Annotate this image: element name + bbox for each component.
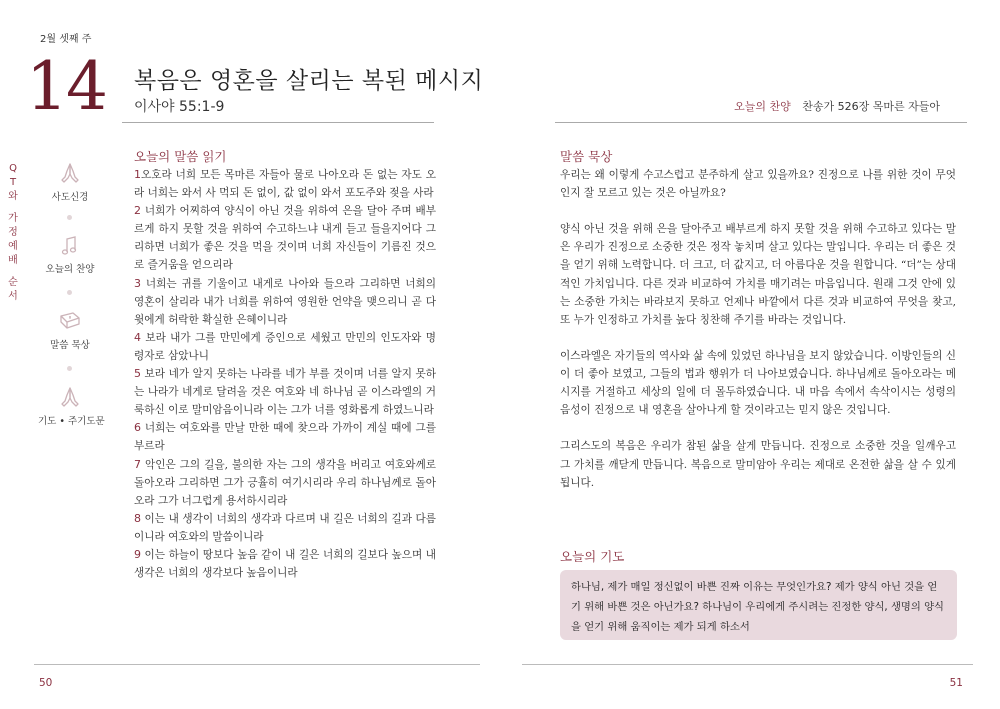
verse bbox=[134, 368, 436, 416]
prayer-text: 하나님, 제가 매일 정신없이 바쁜 진짜 이유는 무엇인가요? 제가 양식 아닌 것을 얻기 위해 바쁜 것은 아닌가요? 하나님이 우리에게 주시려는 진정한 양식, 생명의 양식을 얻기 위해 움직이는 제가 되게 하소서 bbox=[571, 581, 944, 633]
sidebar-divider-dot bbox=[67, 215, 72, 220]
footer-divider-left bbox=[34, 664, 480, 665]
meditation-paragraph: 이스라엘은 자기들의 역사와 삶 속에 있었던 하나님을 보지 않았습니다. 이방인들의 신이 더 좋아 보였고, 그들의 법과 행위가 더 나아보였습니다. 하나님께로 돌아오라는 메시지를 거절하고 세상의 일에 더 몰두하였습니다. 내 마음 속에서 속삭이시는 성령의 음성이 진정으로 내 영혼을 살아나게 할 것이라고는 믿지 않은 것입니다. bbox=[560, 349, 956, 417]
vertical-tag-char: 순 bbox=[8, 277, 18, 288]
vertical-tag-char: 예 bbox=[8, 241, 18, 252]
scripture-reference: 이사야 55:1-9 bbox=[134, 99, 225, 115]
verse-number: 9 bbox=[134, 547, 141, 561]
sidebar-divider-dot bbox=[67, 366, 72, 371]
verse bbox=[134, 332, 436, 362]
meditation-paragraph: 그리스도의 복음은 우리가 참된 삶을 살게 만듭니다. 진정으로 소중한 것을 일깨우고 그 가치를 깨닫게 만듭니다. 복음으로 말미암아 우리는 제대로 온전한 삶을 살 수 있게 됩니다. bbox=[560, 440, 956, 489]
sidebar-item-creed bbox=[38, 162, 102, 203]
meditation-body bbox=[560, 166, 956, 510]
verse-text: 너희는 여호와를 만날 만한 때에 찾으라 가까이 계실 때에 그를 부르라 bbox=[134, 422, 436, 453]
meditation-paragraph: 양식 아닌 것을 위해 은을 달아주고 배부르게 하지 못할 것을 위해 수고하고 있다는 말은 우리가 진정으로 소중한 것은 정작 놓치며 살고 있다는 말입니다. 우리는 더 좋은 것을 얻기 위해 노력합니다. 더 크고, 더 값지고, 더 아름다운 것을 원합니다. “더”는 상대적인 가치입니다. 다른 것과 비교하여 가치를 매기려는 마음입니다. 원래 그것 안에 있는 소중한 가치는 바라보지 못하고 언제나 바깥에서 다른 것과 비교하여 무엇을 찾고, 또 누가 인정하고 가치를 높다 칭찬해 주기를 바라는 것입니다. bbox=[560, 223, 956, 326]
sidebar-item-prayer bbox=[38, 386, 105, 427]
verse-number: 2 bbox=[134, 204, 141, 218]
vertical-tag-char: 와 bbox=[8, 191, 18, 202]
verse-number: 3 bbox=[134, 276, 141, 290]
bible-icon bbox=[57, 310, 83, 334]
verse bbox=[134, 422, 436, 452]
verse-text: 보라 내가 그를 만민에게 증인으로 세웠고 만민의 인도자와 명령자로 삼았나니 bbox=[134, 331, 436, 362]
verse-number: 1 bbox=[134, 168, 141, 181]
verse-text: 이는 하늘이 땅보다 높음 같이 내 길은 너희의 길보다 높으며 내 생각은 너희의 생각보다 높음이니라 bbox=[134, 548, 436, 580]
praying-hands-icon bbox=[57, 162, 83, 186]
scripture-verses bbox=[134, 166, 436, 582]
verse-text: 이는 내 생각이 너희의 생각과 다르며 내 길은 너희의 길과 다름이니라 여호와의 말씀이니라 bbox=[134, 512, 436, 543]
reading-heading: 오늘의 말씀 읽기 bbox=[134, 149, 227, 164]
praise-divider bbox=[555, 122, 967, 123]
verse-text: 너희가 어찌하여 양식이 아닌 것을 위하여 은을 달아 주며 배부르게 하지 못할 것을 위하여 수고하느냐 내게 듣고 들을지어다 그리하면 너희가 좋은 것을 먹을 것이며 너희 자신들이 기름진 것으로 즐거움을 얻으리라 bbox=[134, 205, 436, 272]
verse-number: 4 bbox=[134, 330, 141, 344]
vertical-tag-char: Q bbox=[9, 163, 17, 174]
vertical-tag-char: 가 bbox=[8, 213, 18, 224]
header-divider bbox=[122, 122, 434, 123]
footer-divider-right bbox=[522, 664, 973, 665]
verse-number: 8 bbox=[134, 511, 141, 525]
vertical-tag-char: T bbox=[9, 177, 17, 188]
verse-text: 너희는 귀를 기울이고 내게로 나아와 들으라 그리하면 너희의 영혼이 살리라 내가 너희를 위하여 영원한 언약을 맺으리니 곧 다윗에게 허락한 확실한 은혜이니라 bbox=[134, 277, 436, 326]
sidebar-item-label: 기도 • 주기도문 bbox=[38, 416, 105, 427]
verse-text: 보라 네가 알지 못하는 나라를 네가 부를 것이며 너를 알지 못하는 나라가 네게로 달려올 것은 여호와 네 하나님 곧 이스라엘의 거룩하신 이로 말미암음이니라 이는 그가 너를 영화롭게 하였느니라 bbox=[134, 368, 436, 417]
verse-number: 6 bbox=[134, 421, 141, 435]
page-number-right: 51 bbox=[949, 677, 963, 689]
vertical-tag-char: 서 bbox=[8, 291, 18, 302]
praise-song: 찬송가 526장 목마른 자들아 bbox=[802, 100, 940, 113]
page-number-left: 50 bbox=[39, 677, 53, 689]
vertical-tag bbox=[3, 162, 23, 304]
verse bbox=[134, 278, 436, 326]
verse-text: 악인은 그의 길을, 불의한 자는 그의 생각을 버리고 여호와께로 돌아오라 그리하면 그가 긍휼히 여기시리라 우리 하나님께로 돌아오라 그가 너그럽게 용서하시리라 bbox=[134, 458, 436, 507]
verse bbox=[134, 205, 436, 271]
music-note-icon bbox=[57, 234, 83, 258]
verse bbox=[134, 459, 436, 507]
verse bbox=[134, 549, 436, 579]
verse bbox=[134, 513, 436, 543]
verse-text: 오호라 너희 모든 목마른 자들아 물로 나아오라 돈 없는 자도 오라 너희는 와서 사 먹되 돈 없이, 값 없이 와서 포도주와 젖을 사라 bbox=[134, 169, 436, 200]
week-label: 2월 셋째 주 bbox=[40, 34, 92, 45]
meditation-paragraph: 우리는 왜 이렇게 수고스럽고 분주하게 살고 있을까요? 진정으로 나를 위한 것이 무엇인지 잘 모르고 있는 것은 아닐까요? bbox=[560, 169, 956, 200]
verse-number: 7 bbox=[134, 457, 141, 471]
sidebar-item-label: 사도신경 bbox=[51, 192, 89, 203]
sidebar-item-meditation bbox=[38, 310, 102, 351]
sidebar-item-praise bbox=[38, 234, 102, 275]
vertical-tag-char: 배 bbox=[8, 255, 18, 266]
prayer-heading: 오늘의 기도 bbox=[560, 549, 625, 564]
praise-label: 오늘의 찬양 bbox=[734, 100, 791, 113]
meditation-heading: 말씀 묵상 bbox=[560, 149, 613, 164]
sidebar-item-label: 오늘의 찬양 bbox=[45, 264, 95, 275]
praying-hands-icon bbox=[57, 386, 83, 410]
verse-number: 5 bbox=[134, 367, 141, 381]
sidebar-divider-dot bbox=[67, 290, 72, 295]
verse bbox=[134, 169, 436, 199]
today-praise bbox=[734, 98, 940, 114]
vertical-tag-char: 정 bbox=[8, 227, 18, 238]
prayer-box bbox=[560, 570, 957, 640]
day-number: 14 bbox=[26, 48, 106, 125]
sidebar-item-label: 말씀 묵상 bbox=[50, 340, 90, 351]
page-title: 복음은 영혼을 살리는 복된 메시지 bbox=[134, 68, 484, 94]
